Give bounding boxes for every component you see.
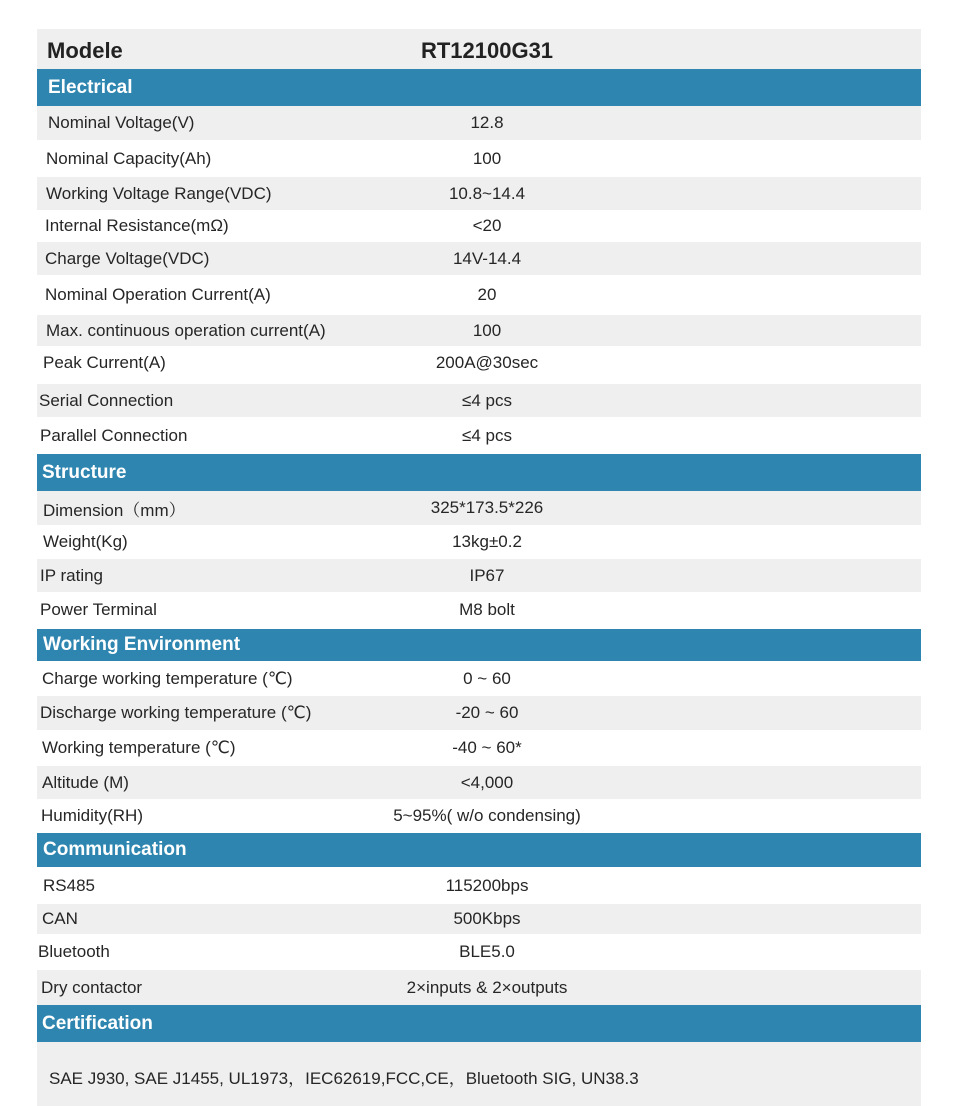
- section-structure: Structure: [37, 454, 921, 491]
- row-label: Nominal Capacity(Ah): [46, 148, 212, 168]
- table-row: [37, 210, 921, 242]
- row-value: 500Kbps: [453, 909, 521, 928]
- row-label: Internal Resistance(mΩ): [45, 216, 229, 235]
- row-value: 14V-14.4: [452, 248, 522, 268]
- row-value: 12.8: [470, 113, 504, 132]
- row-label: Working Voltage Range(VDC): [46, 183, 272, 203]
- row-label: RS485: [43, 875, 95, 895]
- table-row: [37, 384, 921, 417]
- table-row: [37, 766, 921, 799]
- section-communication: Communication: [37, 833, 921, 867]
- row-label: Bluetooth: [38, 942, 110, 961]
- row-label: Nominal Voltage(V): [48, 113, 195, 132]
- table-row: [37, 970, 921, 1005]
- row-value: -40 ~ 60*: [452, 738, 522, 757]
- row-label: CAN: [42, 909, 78, 928]
- table-row: [37, 346, 921, 380]
- table-row: [37, 491, 921, 525]
- row-value: M8 bolt: [459, 600, 515, 619]
- section-electrical: Electrical: [37, 69, 921, 106]
- row-value: -20 ~ 60: [455, 703, 519, 722]
- row-value: 200A@30sec: [435, 353, 539, 372]
- row-value: 325*173.5*226: [430, 498, 544, 517]
- certification-text: SAE J930, SAE J1455, UL1973，IEC62619,FCC,CE，Bluetooth SIG, UN38.3: [49, 1069, 639, 1088]
- row-label: Serial Connection: [39, 390, 174, 410]
- row-value: 100: [472, 148, 502, 168]
- row-value: <20: [472, 216, 502, 235]
- table-row: [37, 242, 921, 275]
- table-row: [37, 140, 921, 177]
- row-label: Parallel Connection: [40, 425, 188, 445]
- table-row: [37, 867, 921, 904]
- row-value: BLE5.0: [459, 942, 515, 961]
- row-value: 10.8~14.4: [448, 183, 526, 203]
- table-row: [37, 592, 921, 628]
- table-row: [37, 661, 921, 696]
- row-label: Altitude (M): [42, 772, 129, 792]
- model-value: RT12100G31: [420, 38, 554, 63]
- table-row: [37, 106, 921, 140]
- row-value: 5~95%( w/o condensing): [393, 806, 581, 825]
- row-label: Discharge working temperature (℃): [40, 703, 312, 722]
- row-label: Max. continuous operation current(A): [46, 320, 326, 340]
- row-value: 0 ~ 60: [463, 668, 511, 688]
- table-row: [37, 696, 921, 730]
- table-row: [37, 904, 921, 934]
- row-label: Charge working temperature (℃): [42, 668, 293, 688]
- table-row: [37, 525, 921, 559]
- model-header-row: [37, 29, 921, 69]
- row-label: Charge Voltage(VDC): [45, 248, 210, 268]
- row-label: Dry contactor: [41, 977, 143, 997]
- row-value: 20: [477, 285, 497, 304]
- row-value: ≤4 pcs: [462, 390, 512, 410]
- row-label: Power Terminal: [40, 600, 157, 619]
- row-value: <4,000: [460, 772, 514, 792]
- table-row: [37, 275, 921, 315]
- certification-list: [37, 1042, 921, 1106]
- table-row: [37, 417, 921, 454]
- row-value: 115200bps: [445, 875, 529, 895]
- row-label: IP rating: [40, 565, 104, 585]
- table-row: [37, 730, 921, 766]
- row-label: Peak Current(A): [43, 353, 166, 372]
- table-row: [37, 934, 921, 970]
- table-row: [37, 177, 921, 210]
- row-value: ≤4 pcs: [462, 425, 512, 445]
- row-label: Working temperature (℃): [42, 738, 236, 757]
- row-label: Weight(Kg): [43, 532, 128, 551]
- model-label: Modele: [47, 38, 123, 63]
- section-working-environment: Working Environment: [37, 629, 921, 661]
- table-row: [37, 559, 921, 592]
- row-value: 2×inputs & 2×outputs: [406, 977, 568, 997]
- row-label: Dimension（mm）: [43, 500, 186, 520]
- row-value: IP67: [469, 565, 505, 585]
- table-row: [37, 799, 921, 833]
- row-label: Nominal Operation Current(A): [45, 285, 271, 304]
- section-certification: Certification: [37, 1005, 921, 1042]
- row-value: 100: [472, 320, 502, 340]
- table-row: [37, 315, 921, 346]
- row-value: 13kg±0.2: [452, 532, 522, 551]
- row-label: Humidity(RH): [41, 806, 143, 825]
